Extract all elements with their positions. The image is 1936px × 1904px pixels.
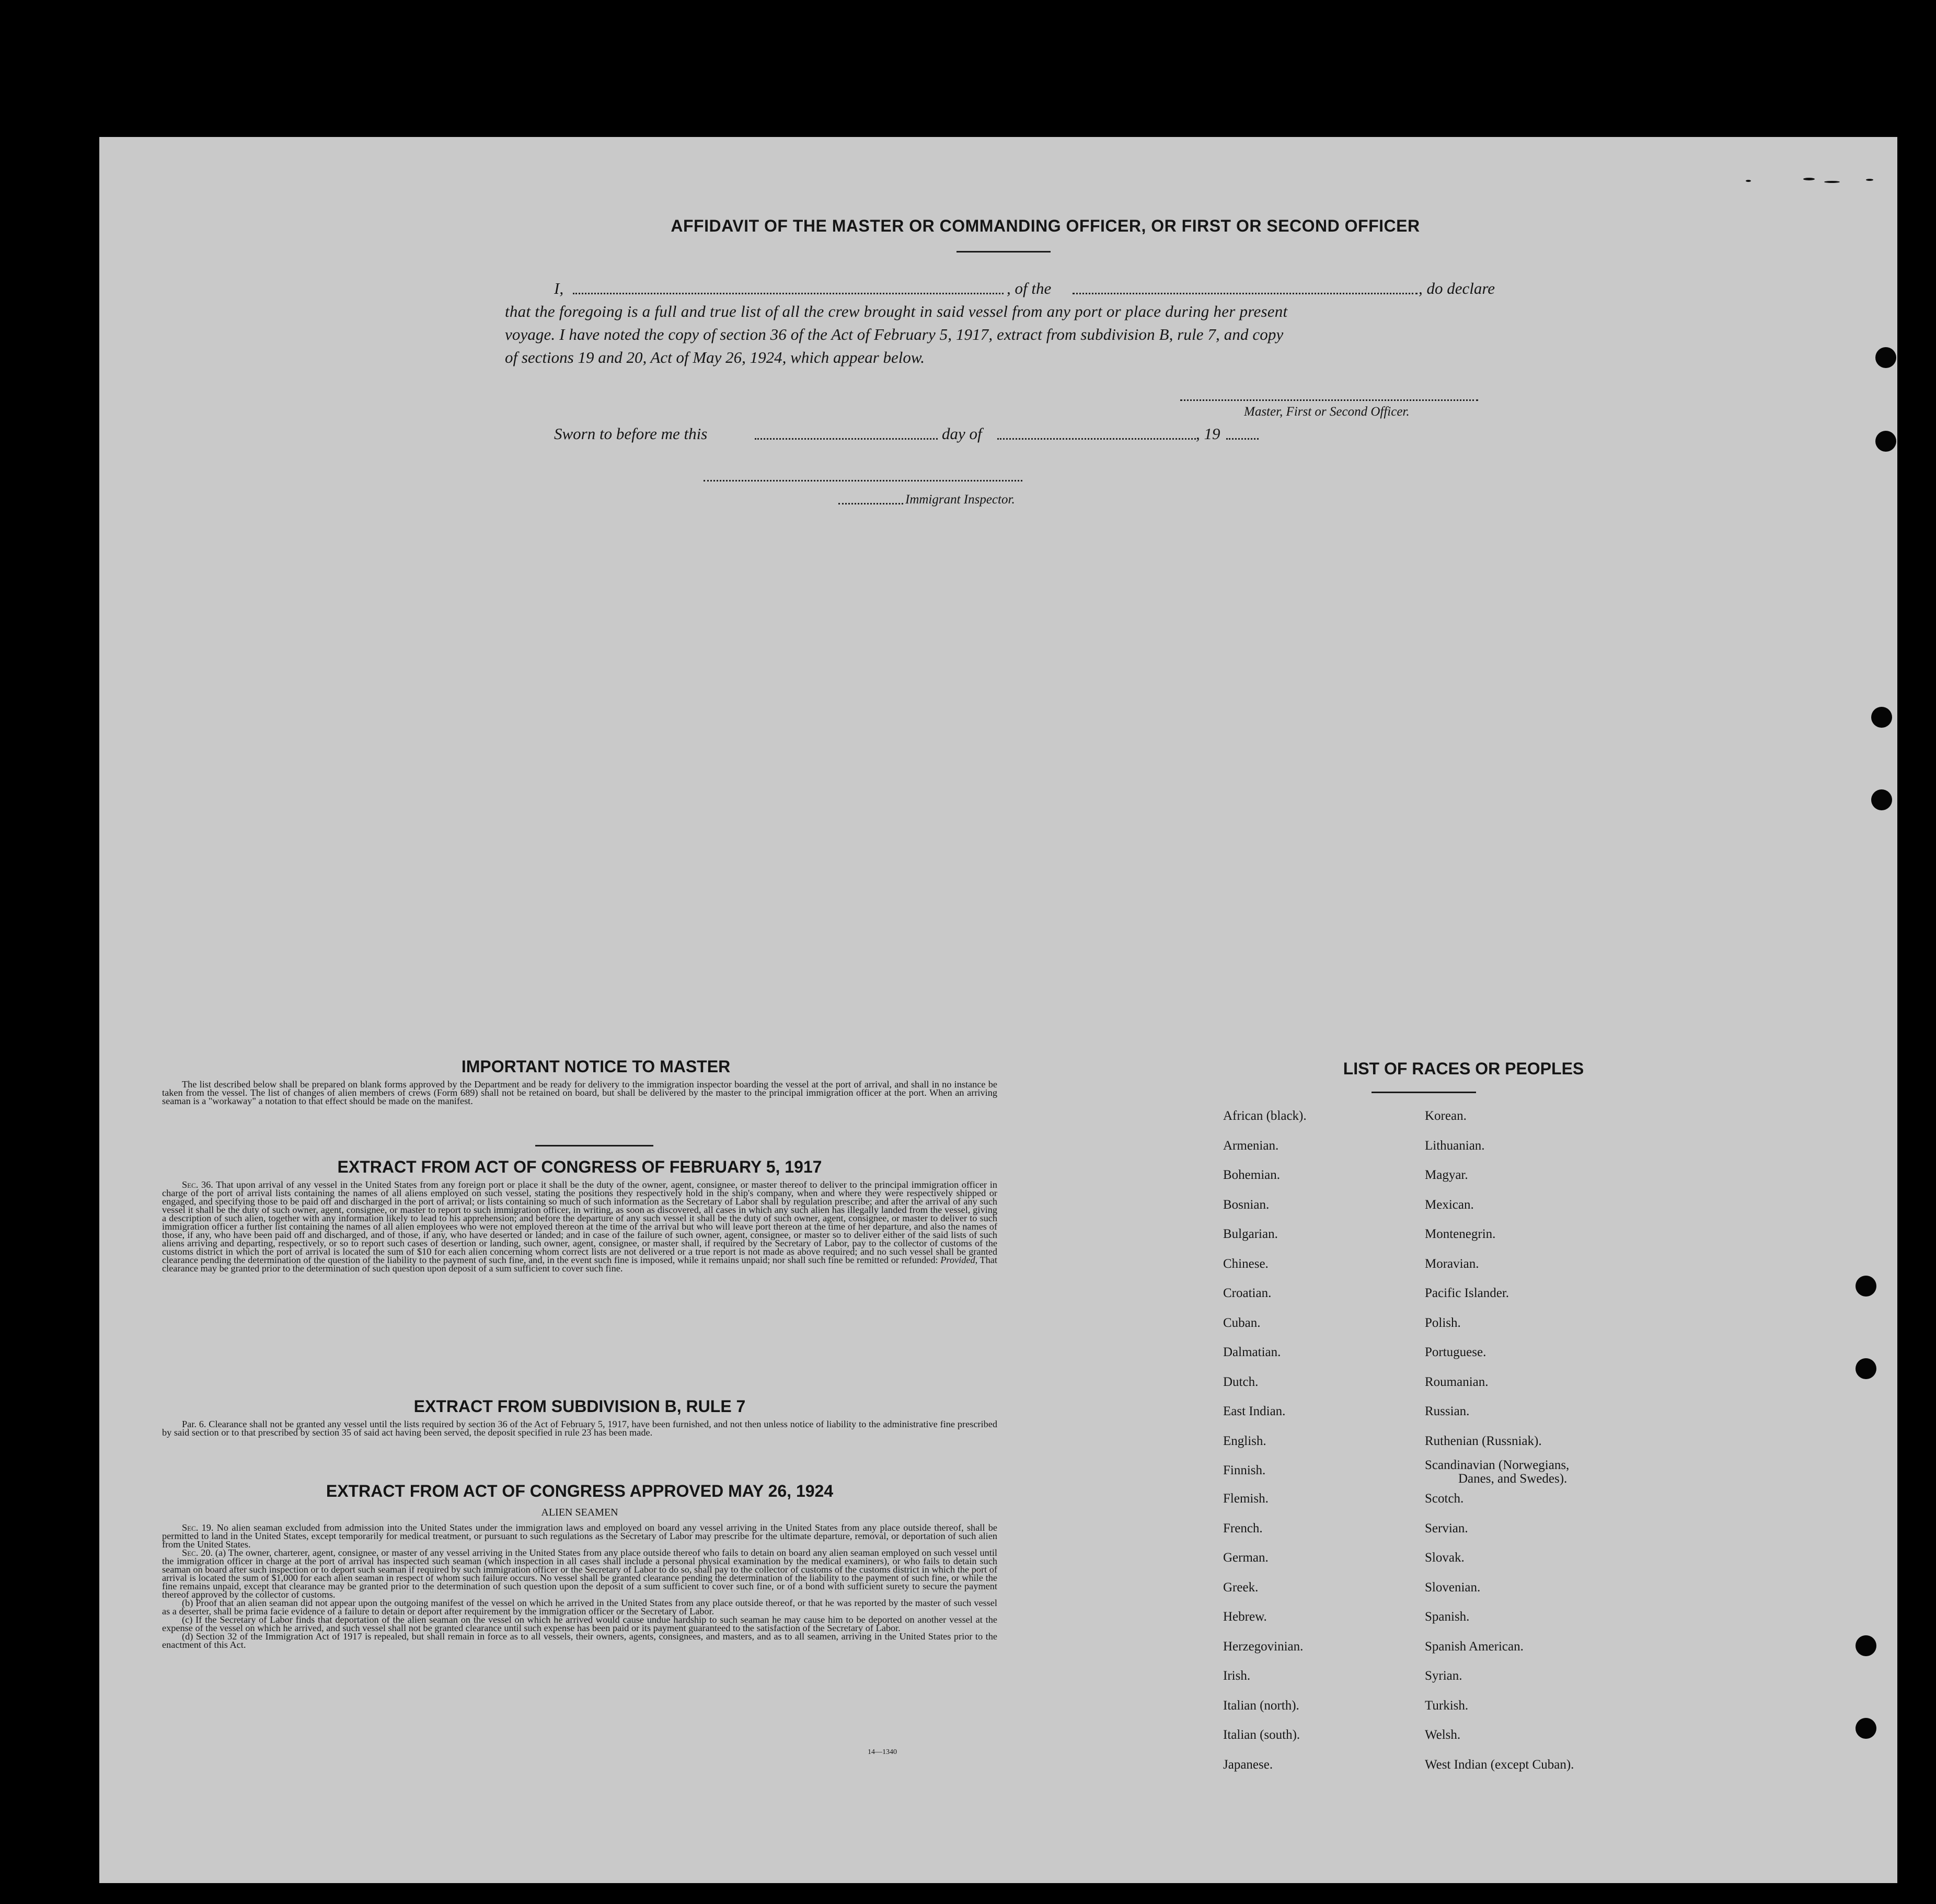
race-item: East Indian. [1223, 1404, 1286, 1418]
ink-speck [1803, 178, 1815, 180]
vessel-name-field [1073, 293, 1418, 294]
race-item: Dutch. [1223, 1374, 1259, 1389]
affidavit-line-1 [99, 279, 1897, 300]
race-item: Greek. [1223, 1580, 1259, 1595]
master-signature-line [1180, 399, 1478, 401]
race-item [1425, 1459, 1569, 1486]
notice-body [162, 1080, 997, 1105]
races-title: LIST OF RACES OR PEOPLES [1343, 1059, 1584, 1078]
race-item: English. [1223, 1433, 1266, 1448]
race-item-label: Syrian. [1425, 1669, 1462, 1683]
affidavit-declare-label: , do declare [1419, 279, 1495, 297]
paragraph-6: Par. 6. Clearance shall not be granted any vessel until the lists required by section 36 of the Act of February 5, 1917, have been furnished, and not then unless notice of liability to the administrative fine prescribed by said section or to that prescribed by section 35 of said act having been served, the deposit specified in rule 23 has been made. [162, 1419, 997, 1438]
notice-paragraph: The list described below shall be prepared on blank forms approved by the Department and be ready for delivery to the immigration inspector boarding the vessel at the port of arrival, and shall in no instance be taken from the vessel. The list of changes of alien members of crews (Form 689) shall not be retained on board, but shall be delivered by the master to the principal immigration officer at the port. When an arriving seaman is a "workaway" a notation to that effect should be made on the manifest. [162, 1079, 997, 1106]
section-36-text: That upon arrival of any vessel in the United States from any foreign port or place it shall be the duty of the owner, agent, consignee, or master thereof to deliver to the principal immigration officer in charge of the port of arrival lists containing the names of all aliens employed on such vessel, stating the positions they respectively hold in the ship's company, when and where they were respectively shipped or engaged, and specifying those to be paid off and discharged in the port of arrival; or lists containing so much of such information as the Secretary of Labor shall by regulation prescribe; and after the arrival of any such vessel it shall be the duty of such owner, agent, consignee, or master to report to such immigration officer, in writing, as soon as discovered, all cases in which any such alien has illegally landed from the vessel, giving a description of such alien, together with any information likely to lead to his apprehension; and before the departure of any such vessel it shall be the duty of such owner, agent, consignee, or master to deliver to such immigration officer a further list containing the names of all alien employees who were not employed thereon at the time of the arrival but who will leave port thereon at the time of her departure, and also the names of those, if any, who have been paid off and discharged, and of those, if any, who have deserted or landed; and in case of the failure of such owner, agent, consignee, or master so to deliver either of the said lists of such aliens arriving and departing, respectively, or so to report such cases of desertion or landing, such owner, agent, consignee, or master shall, if required by the Secretary of Labor, pay to the collector of customs of the customs district in which the port of arrival is located the sum of $10 for each alien concerning whom correct lists are not delivered or a true report is not made as above required; and no such vessel shall be granted clearance pending the determination of the question of the liability to the payment of such fine, and, in the event such fine is imposed, while it remains unpaid; nor shall such fine be remitted or refunded: [162, 1179, 997, 1265]
race-item-label: Slovak. [1425, 1551, 1465, 1565]
race-item: Irish. [1223, 1669, 1251, 1683]
sworn-year-field [1226, 438, 1259, 440]
race-item-label: Ruthenian (Russniak). [1425, 1433, 1542, 1448]
ink-speck [1866, 179, 1873, 181]
sworn-prefix-label: Sworn to before me this [554, 425, 708, 443]
notice-title: IMPORTANT NOTICE TO MASTER [461, 1057, 731, 1076]
race-item [1425, 1168, 1468, 1182]
race-item [1425, 1610, 1469, 1624]
race-item: Italian (south). [1223, 1728, 1300, 1742]
declarant-name-field [573, 293, 1004, 294]
extract-1917-body [162, 1180, 997, 1272]
race-item: Bulgarian. [1223, 1227, 1278, 1241]
section-36-provided: Provided, [940, 1255, 978, 1265]
race-item: Dalmatian. [1223, 1345, 1281, 1359]
affidavit-i-label: I, [554, 279, 564, 297]
notice-rule [535, 1145, 653, 1146]
race-item [1425, 1346, 1486, 1359]
affidavit-line-4: of sections 19 and 20, Act of May 26, 1924, which appear below. [505, 348, 925, 366]
affidavit-title: AFFIDAVIT OF THE MASTER OR COMMANDING OFFICER, OR FIRST OR SECOND OFFICER [671, 216, 1420, 235]
race-item-continuation: Danes, and Swedes). [1458, 1472, 1568, 1486]
race-item [1425, 1522, 1468, 1535]
sworn-line [99, 425, 1897, 445]
binder-hole [1856, 1276, 1876, 1297]
section-19-paragraph [162, 1523, 997, 1549]
race-item [1425, 1728, 1460, 1742]
affidavit-line-2: that the foregoing is a full and true list of all the crew brought in said vessel from any port or place during her present [505, 302, 1288, 320]
race-item-label: Magyar. [1425, 1168, 1468, 1182]
document-sheet [99, 137, 1897, 1883]
race-item: Japanese. [1223, 1757, 1273, 1772]
race-item-label: Portuguese. [1425, 1345, 1486, 1359]
race-item: Finnish. [1223, 1463, 1266, 1477]
extract-1924-title: EXTRACT FROM ACT OF CONGRESS APPROVED MAY 26, 1924 [326, 1482, 834, 1500]
section-36-paragraph [162, 1180, 997, 1272]
race-item: Armenian. [1223, 1138, 1279, 1153]
race-item [1425, 1228, 1495, 1241]
master-signature-caption: Master, First or Second Officer. [1244, 405, 1410, 419]
race-item [1425, 1139, 1485, 1153]
binder-hole [1871, 789, 1892, 810]
race-item-label: Lithuanian. [1425, 1138, 1485, 1153]
race-item-label: Mexican. [1425, 1197, 1474, 1212]
race-item: Bohemian. [1223, 1168, 1281, 1182]
race-item: French. [1223, 1521, 1263, 1535]
race-item [1425, 1699, 1468, 1713]
race-item: Bosnian. [1223, 1197, 1270, 1212]
race-item-label: Polish. [1425, 1315, 1461, 1330]
race-item [1425, 1640, 1524, 1654]
race-item-label: Turkish. [1425, 1698, 1469, 1713]
race-item: German. [1223, 1551, 1269, 1565]
section-20c-paragraph: (c) If the Secretary of Labor finds that deportation of the alien seaman on the vessel on which he arrived would cause undue hardship to such seaman he may cause him to be deported on another vessel at the expense of the vessel on which he arrived, and such vessel shall not be granted clearance until such expense has been paid or its payment guaranteed to the satisfaction of the Secretary of Labor. [162, 1614, 997, 1633]
race-item: African (black). [1223, 1109, 1307, 1123]
race-item: Chinese. [1223, 1256, 1269, 1271]
ink-speck [1824, 181, 1840, 183]
binder-hole [1856, 1635, 1876, 1656]
alien-seamen-subtitle: ALIEN SEAMEN [541, 1507, 618, 1518]
race-item [1425, 1758, 1574, 1772]
race-item: Italian (north). [1223, 1698, 1299, 1713]
binder-hole [1875, 347, 1896, 368]
race-item: Hebrew. [1223, 1610, 1267, 1624]
race-item [1425, 1581, 1480, 1595]
section-19-label: Sec. 19. [182, 1522, 214, 1533]
race-item-label: Korean. [1425, 1109, 1467, 1123]
ink-speck [1746, 180, 1751, 182]
race-item-label: Servian. [1425, 1521, 1468, 1535]
extract-1924-body [162, 1523, 997, 1649]
section-36-text-end: That clearance may be granted prior to the determination of such question upon deposit of a sum sufficient to cover such fine. [162, 1255, 997, 1274]
race-item-label: Scandinavian (Norwegians, [1425, 1458, 1570, 1472]
race-item [1425, 1316, 1461, 1330]
extract-rule7-body [162, 1420, 997, 1437]
race-item [1425, 1405, 1469, 1418]
affidavit-line-3: voyage. I have noted the copy of section 36 of the Act of February 5, 1917, extract from subdivision B, rule 7, and copy [505, 325, 1284, 343]
race-item-label: Welsh. [1425, 1728, 1461, 1742]
race-item-label: Roumanian. [1425, 1374, 1489, 1389]
section-20a-paragraph [162, 1549, 997, 1599]
races-title-rule [1372, 1092, 1476, 1093]
affidavit-title-rule [957, 251, 1051, 253]
sworn-month-field [997, 438, 1196, 440]
section-20-label: Sec. 20. [182, 1547, 213, 1558]
race-item: Croatian. [1223, 1286, 1272, 1300]
race-item-label: Spanish American. [1425, 1639, 1524, 1654]
race-item [1425, 1669, 1462, 1683]
race-item: Herzegovinian. [1223, 1639, 1304, 1654]
binder-hole [1856, 1718, 1876, 1739]
race-item-label: Scotch. [1425, 1492, 1464, 1506]
section-20a-text: (a) The owner, charterer, agent, consignee, or master of any vessel arriving in the United States from any place outside thereof who fails to detain on board any alien seaman employed on such vessel until the immigration officer in charge at the port of arrival has inspected such seaman (which inspection in all cases shall include a personal physical examination by the medical examiners), or who fails to detain such seaman on board after such inspection or to deport such seaman if required by such immigration officer or the Secretary of Labor to do so, shall pay to the collector of customs of the customs district in which the port of arrival is located the sum of $1,000 for each alien seaman in respect of whom such failure occurs. No vessel shall be granted clearance pending the determination of the liability to the payment of such fine, or while the fine remains unpaid, except that clearance may be granted prior to the determination of such question upon the deposit of a sum sufficient to cover such fine, or of a bond with sufficient surety to secure the payment thereof approved by the collector of customs. [162, 1547, 997, 1600]
race-item-label: Pacific Islander. [1425, 1286, 1509, 1300]
inspector-signature-line-short [838, 503, 903, 504]
form-code: 14—1340 [868, 1748, 897, 1756]
section-20d-paragraph: (d) Section 32 of the Immigration Act of 1917 is repealed, but shall remain in force as to all vessels, their owners, agents, consignees, and masters, and as to all seamen, arriving in the United States prior to the enactment of this Act. [162, 1631, 997, 1650]
race-item-label: Montenegrin. [1425, 1227, 1496, 1241]
race-item [1425, 1198, 1474, 1212]
inspector-signature-line [704, 480, 1022, 481]
race-item [1425, 1109, 1467, 1123]
race-item-label: Slovenian. [1425, 1580, 1481, 1595]
race-item [1425, 1551, 1465, 1565]
race-item [1425, 1492, 1463, 1506]
race-item [1425, 1257, 1479, 1271]
affidavit-of-the-label: , of the [1007, 279, 1052, 297]
race-item-label: Russian. [1425, 1404, 1470, 1418]
sworn-day-field [755, 438, 938, 440]
race-item: Cuban. [1223, 1315, 1261, 1330]
race-item-label: West Indian (except Cuban). [1425, 1757, 1574, 1772]
race-item: Flemish. [1223, 1492, 1269, 1506]
extract-rule7-title: EXTRACT FROM SUBDIVISION B, RULE 7 [413, 1397, 746, 1416]
race-item [1425, 1435, 1542, 1448]
race-item-label: Moravian. [1425, 1256, 1479, 1271]
extract-1917-title: EXTRACT FROM ACT OF CONGRESS OF FEBRUARY 5, 1917 [337, 1157, 822, 1176]
binder-hole [1871, 707, 1892, 728]
section-20b-paragraph: (b) Proof that an alien seaman did not appear upon the outgoing manifest of the vessel on which he arrived in the United States from any place outside thereof, or that he was reported by the master of such vessel as a deserter, shall be prima facie evidence of a failure to detain or deport after requirement by the immigration officer or the Secretary of Labor. [162, 1598, 997, 1616]
binder-hole [1856, 1358, 1876, 1379]
race-item [1425, 1287, 1509, 1300]
race-item [1425, 1375, 1489, 1389]
sworn-year-label: , 19 [1196, 425, 1220, 443]
inspector-caption: Immigrant Inspector. [905, 492, 1015, 507]
section-36-label: Sec. 36. [182, 1179, 213, 1190]
race-item-label: Spanish. [1425, 1610, 1470, 1624]
sworn-day-of-label: day of [942, 425, 982, 443]
section-19-text: No alien seaman excluded from admission into the United States under the immigration laws and employed on board any vessel arriving in the United States from any place outside thereof, shall be permitted to land in the United States, except temporarily for medical treatment, or pursuant to such regulations as the Secretary of Labor may prescribe for the ultimate departure, removal, or deportation of such alien from the United States. [162, 1522, 997, 1550]
